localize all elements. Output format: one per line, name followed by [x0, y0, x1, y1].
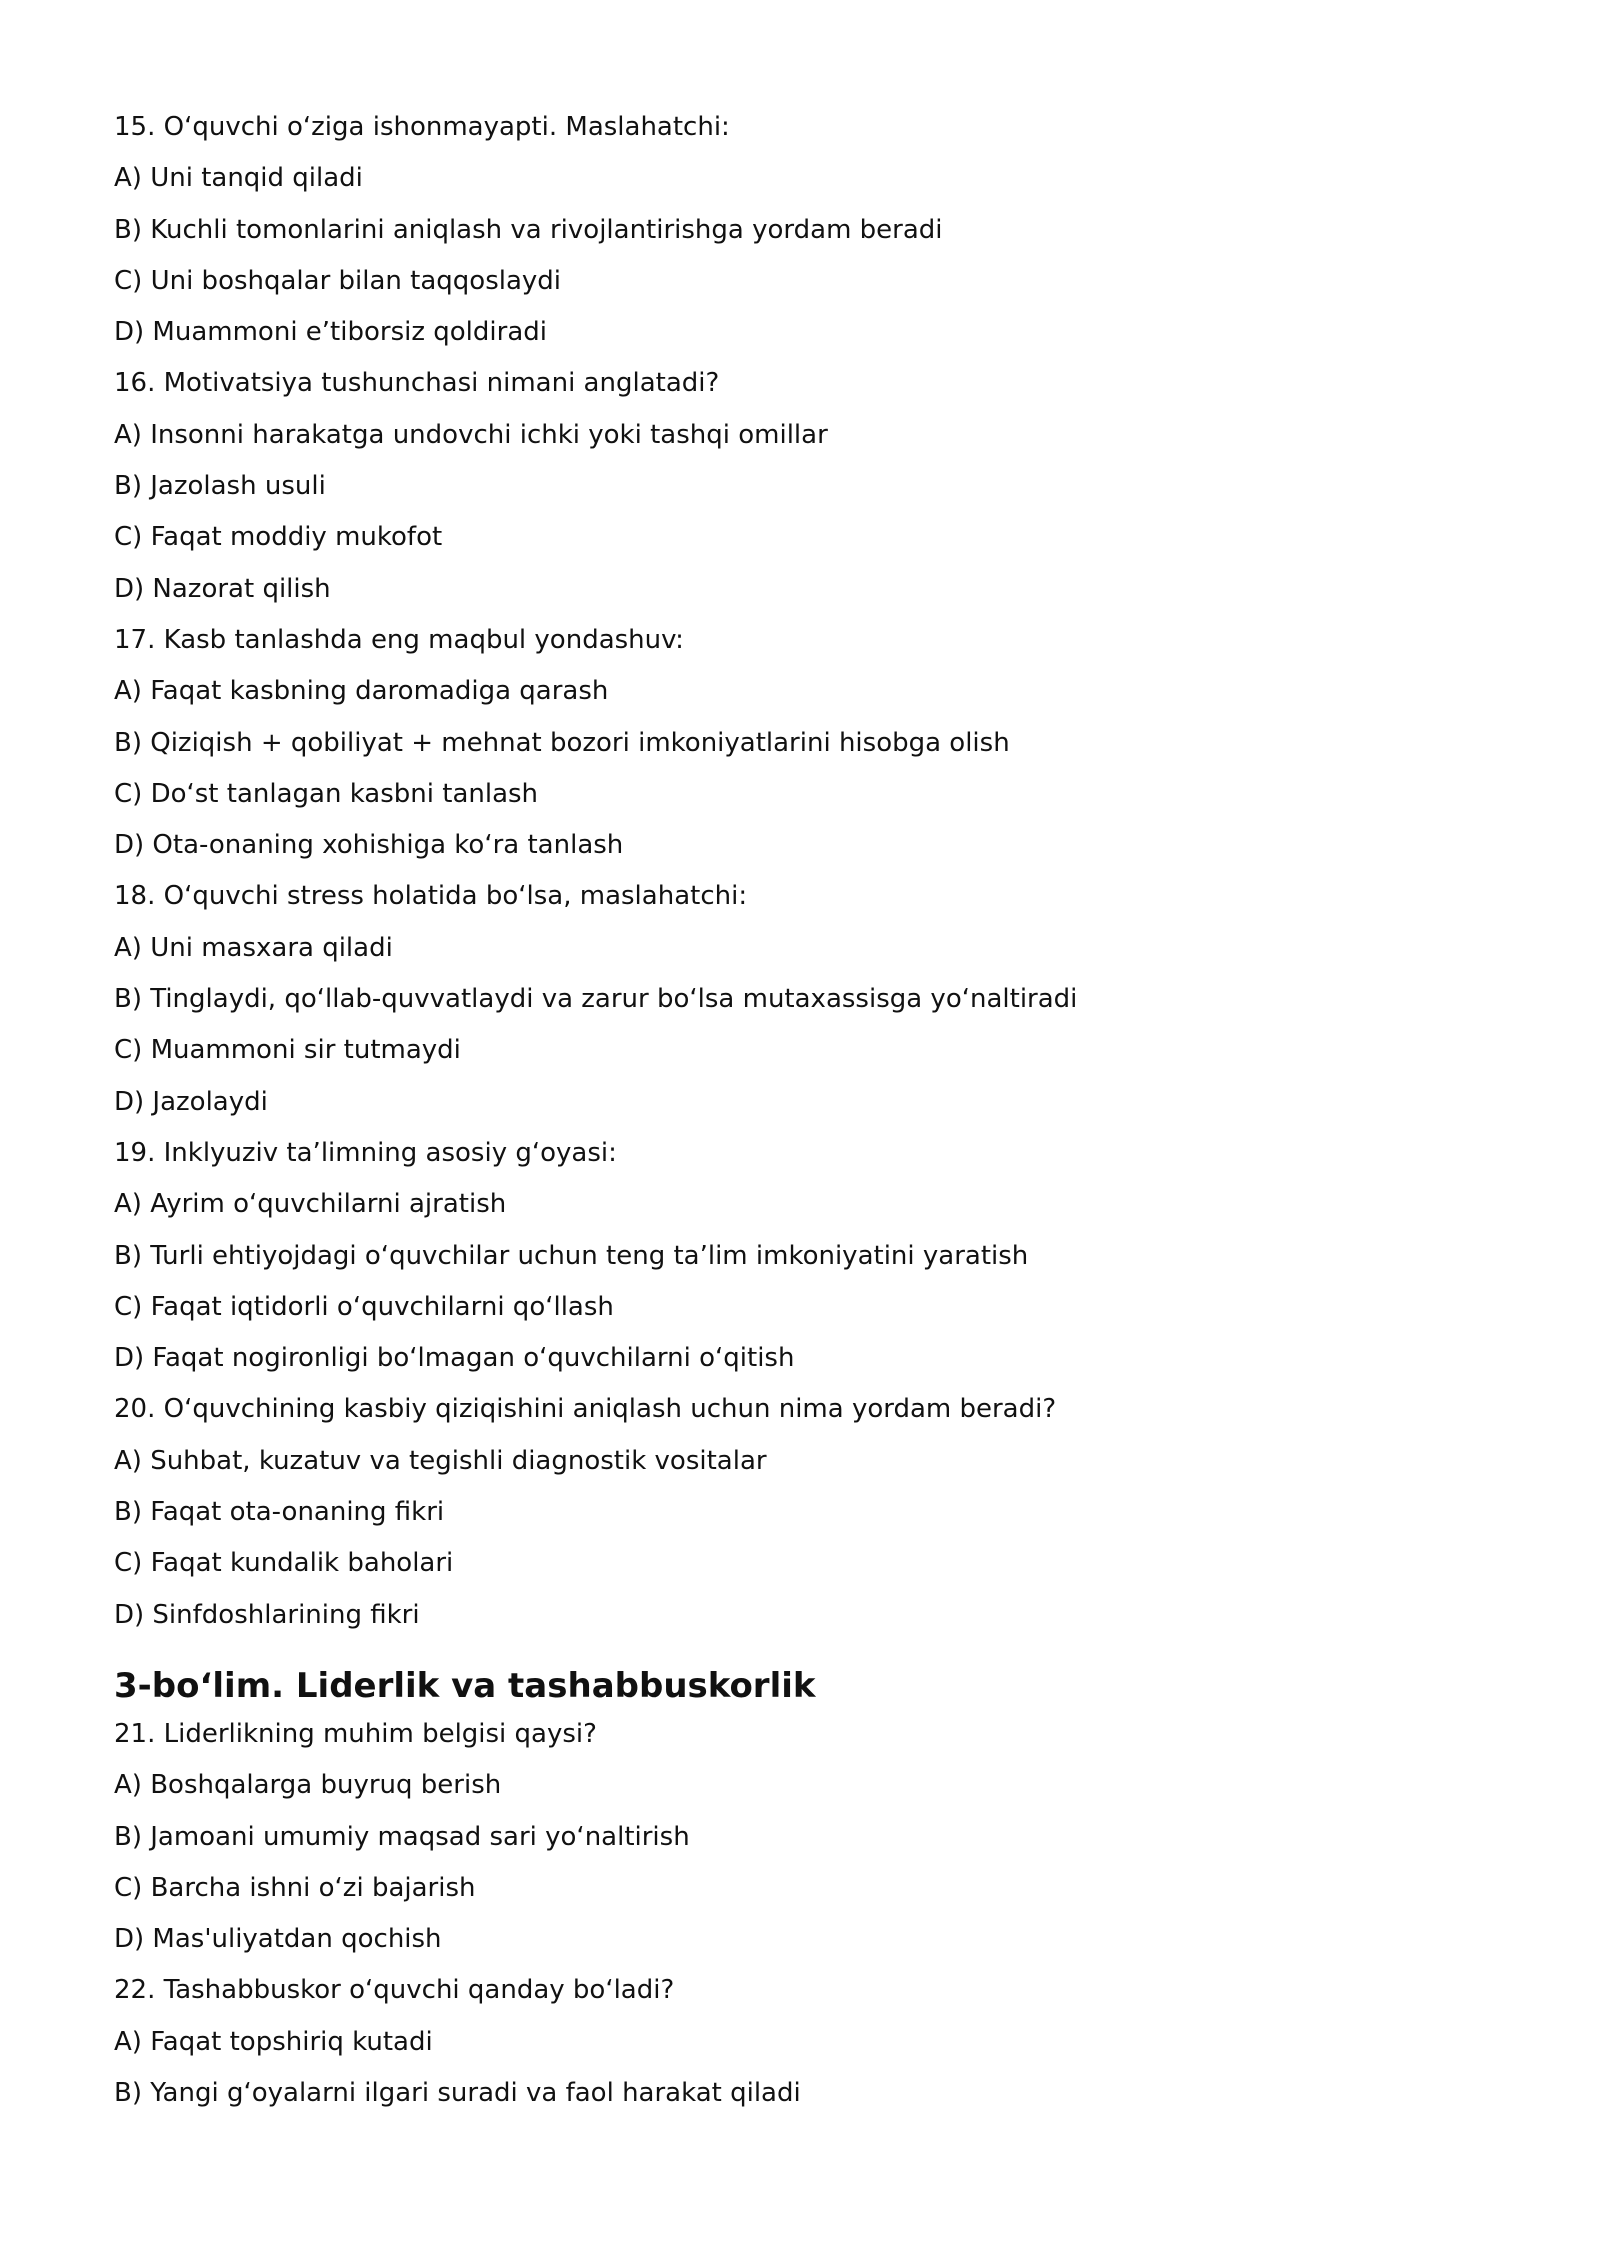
option-21-b: B) Jamoani umumiy maqsad sari yo‘naltirish — [114, 1821, 690, 1852]
option-21-c: C) Barcha ishni o‘zi bajarish — [114, 1872, 476, 1903]
option-18-a: A) Uni masxara qiladi — [114, 932, 393, 963]
option-15-b: B) Kuchli tomonlarini aniqlash va rivojlantirishga yordam beradi — [114, 214, 943, 245]
option-16-d: D) Nazorat qilish — [114, 573, 331, 604]
option-20-d: D) Sinfdoshlarining fikri — [114, 1599, 420, 1630]
question-17: 17. Kasb tanlashda eng maqbul yondashuv: — [114, 624, 684, 655]
option-17-c: C) Do‘st tanlagan kasbni tanlash — [114, 778, 539, 809]
option-20-b: B) Faqat ota-onaning fikri — [114, 1497, 445, 1528]
option-22-a: A) Faqat topshiriq kutadi — [114, 2026, 433, 2057]
option-22-b: B) Yangi g‘oyalarni ilgari suradi va faol harakat qiladi — [114, 2077, 801, 2108]
option-21-a: A) Boshqalarga buyruq berish — [114, 1770, 502, 1801]
option-16-b: B) Jazolash usuli — [114, 471, 326, 502]
question-block-15-20 — [114, 110, 1514, 1649]
question-18: 18. O‘quvchi stress holatida bo‘lsa, maslahatchi: — [114, 881, 748, 912]
question-16: 16. Motivatsiya tushunchasi nimani anglatadi? — [114, 368, 720, 399]
option-20-c: C) Faqat kundalik baholari — [114, 1548, 454, 1579]
option-19-a: A) Ayrim o‘quvchilarni ajratish — [114, 1189, 507, 1220]
option-17-d: D) Ota-onaning xohishiga ko‘ra tanlash — [114, 830, 624, 861]
question-21: 21. Liderlikning muhim belgisi qaysi? — [114, 1718, 597, 1749]
question-20: 20. O‘quvchining kasbiy qiziqishini aniqlash uchun nima yordam beradi? — [114, 1394, 1057, 1425]
option-18-c: C) Muammoni sir tutmaydi — [114, 1035, 461, 1066]
question-15: 15. O‘quvchi o‘ziga ishonmayapti. Maslahatchi: — [114, 112, 730, 142]
option-17-a: A) Faqat kasbning daromadiga qarash — [114, 676, 609, 707]
option-16-a: A) Insonni harakatga undovchi ichki yoki tashqi omillar — [114, 419, 828, 450]
question-block-21-22 — [114, 1717, 1514, 2127]
question-22: 22. Tashabbuskor o‘quvchi qanday bo‘ladi? — [114, 1975, 675, 2006]
option-19-c: C) Faqat iqtidorli o‘quvchilarni qo‘llash — [114, 1291, 614, 1322]
option-18-d: D) Jazolaydi — [114, 1086, 268, 1117]
option-16-c: C) Faqat moddiy mukofot — [114, 522, 443, 553]
section-heading: 3-bo‘lim. Liderlik va tashabbuskorlik — [114, 1665, 816, 1706]
option-19-b: B) Turli ehtiyojdagi o‘quvchilar uchun teng ta’lim imkoniyatini yaratish — [114, 1240, 1029, 1271]
option-15-c: C) Uni boshqalar bilan taqqoslaydi — [114, 265, 562, 296]
option-19-d: D) Faqat nogironligi bo‘lmagan o‘quvchilarni o‘qitish — [114, 1343, 795, 1374]
question-19: 19. Inklyuziv ta’limning asosiy g‘oyasi: — [114, 1137, 617, 1168]
document-page — [114, 110, 1514, 2127]
option-17-b: B) Qiziqish + qobiliyat + mehnat bozori imkoniyatlarini hisobga olish — [114, 727, 1010, 758]
option-18-b: B) Tinglaydi, qo‘llab-quvvatlaydi va zarur bo‘lsa mutaxassisga yo‘naltiradi — [114, 984, 1078, 1015]
option-15-d: D) Muammoni e’tiborsiz qoldiradi — [114, 317, 547, 348]
option-20-a: A) Suhbat, kuzatuv va tegishli diagnostik vositalar — [114, 1445, 767, 1476]
option-15-a: A) Uni tanqid qiladi — [114, 163, 363, 194]
option-21-d: D) Mas'uliyatdan qochish — [114, 1924, 442, 1955]
